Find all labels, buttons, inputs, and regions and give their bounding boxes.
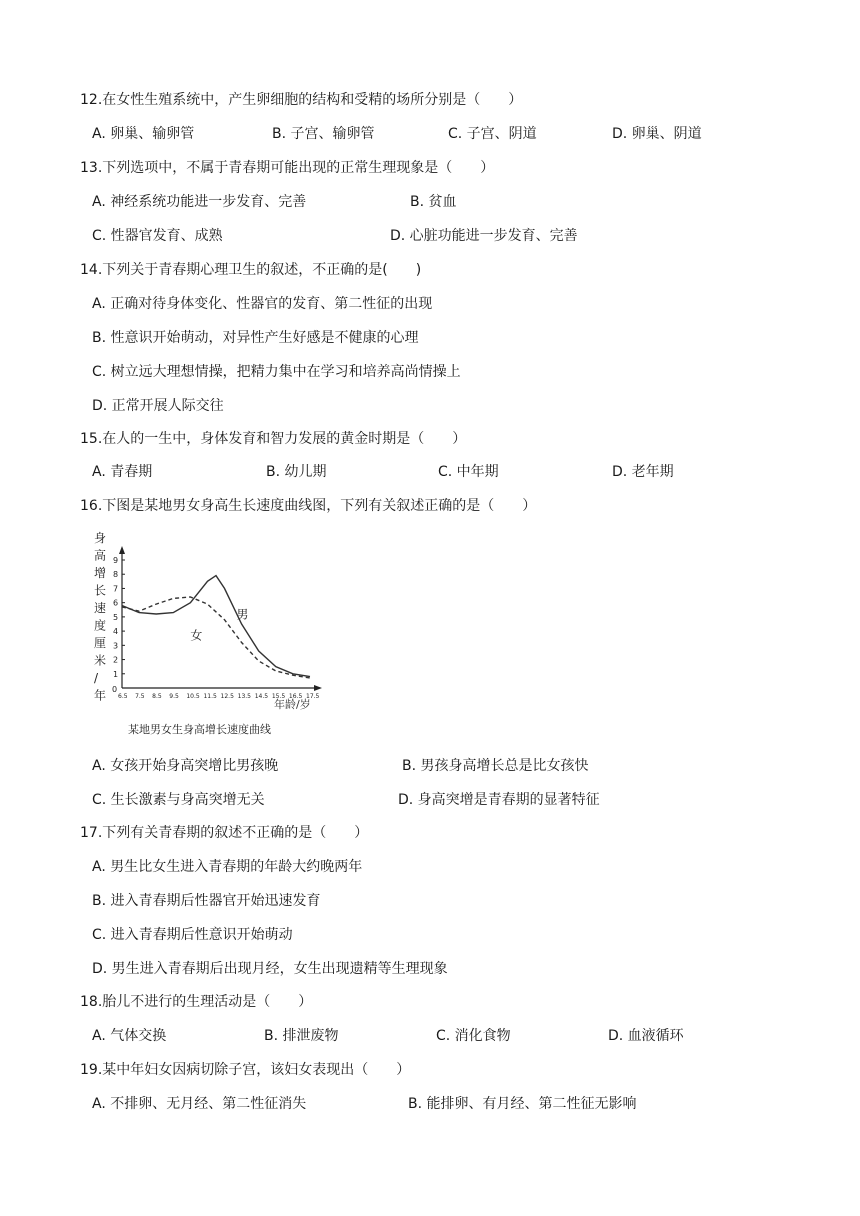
series-label-male: 男 (236, 607, 249, 622)
answer-option[interactable]: A. 卵巢、输卵管 (92, 126, 195, 142)
x-tick-label: 7.5 (135, 693, 145, 700)
x-tick-label: 9.5 (169, 693, 179, 700)
answer-option[interactable]: C. 生长激素与身高突增无关 (92, 792, 265, 808)
question-stem: 14.下列关于青春期心理卫生的叙述，不正确的是( ) (80, 262, 422, 278)
answer-option[interactable]: D. 血液循环 (608, 1028, 684, 1044)
y-axis-label-char: 厘 (94, 636, 107, 650)
x-tick-label: 12.5 (220, 693, 234, 700)
x-axis-arrow (314, 685, 322, 691)
question-stem: 19.某中年妇女因病切除子宫，该妇女表现出（ ） (80, 1062, 411, 1078)
y-axis-label-char: 高 (94, 548, 107, 563)
y-axis-label-char: 长 (94, 583, 107, 598)
series-line-female (122, 597, 310, 678)
x-tick-label: 16.5 (288, 693, 303, 700)
y-axis-label-char: / (94, 671, 99, 685)
y-axis-label-char: 年 (94, 688, 107, 703)
y-tick-label: 3 (113, 641, 119, 651)
answer-option[interactable]: D. 卵巢、阴道 (612, 126, 702, 142)
y-tick-label: 2 (113, 655, 119, 665)
y-axis-label-char: 度 (94, 618, 107, 633)
answer-option[interactable]: D. 身高突增是青春期的显著特征 (398, 792, 600, 808)
answer-option[interactable]: B. 排泄废物 (264, 1028, 339, 1044)
answer-option[interactable]: B. 男孩身高增长总是比女孩快 (402, 758, 589, 774)
y-axis-arrow (119, 546, 125, 554)
series-line-male (122, 576, 310, 677)
question-stem: 16.下图是某地男女身高生长速度曲线图，下列有关叙述正确的是（ ） (80, 498, 537, 514)
answer-option[interactable]: C. 子宫、阴道 (448, 126, 537, 142)
answer-option[interactable]: C. 进入青春期后性意识开始萌动 (92, 927, 293, 943)
y-tick-label: 5 (113, 612, 119, 622)
y-tick-label: 0 (112, 685, 118, 694)
x-tick-label: 8.5 (152, 693, 162, 700)
x-tick-label: 11.5 (203, 693, 217, 700)
answer-option[interactable]: D. 男生进入青春期后出现月经，女生出现遗精等生理现象 (92, 961, 448, 977)
y-axis-label-char: 增 (94, 566, 107, 580)
answer-option[interactable]: B. 子宫、输卵管 (272, 126, 375, 142)
answer-option[interactable]: B. 进入青春期后性器官开始迅速发育 (92, 893, 321, 909)
answer-option[interactable]: C. 树立远大理想情操，把精力集中在学习和培养高尚情操上 (92, 364, 461, 380)
x-tick-label: 13.5 (237, 693, 251, 700)
y-tick-label: 9 (113, 556, 119, 565)
question-stem: 15.在人的一生中，身体发育和智力发展的黄金时期是（ ） (80, 431, 467, 447)
answer-option[interactable]: D. 正常开展人际交往 (92, 398, 224, 414)
answer-option[interactable]: A. 正确对待身体变化、性器官的发育、第二性征的出现 (92, 296, 433, 312)
answer-option[interactable]: D. 老年期 (612, 464, 674, 480)
answer-option[interactable]: B. 性意识开始萌动，对异性产生好感是不健康的心理 (92, 330, 419, 346)
y-tick-label: 7 (113, 584, 119, 594)
question-stem: 18.胎儿不进行的生理活动是（ ） (80, 994, 313, 1010)
y-axis-label-char: 身 (94, 531, 107, 545)
x-tick-label: 6.5 (118, 693, 128, 700)
x-tick-label: 10.5 (186, 693, 200, 700)
answer-option[interactable]: C. 性器官发育、成熟 (92, 228, 223, 244)
answer-option[interactable]: A. 女孩开始身高突增比男孩晚 (92, 758, 279, 774)
answer-option[interactable]: A. 气体交换 (92, 1028, 167, 1044)
y-tick-label: 8 (113, 570, 119, 580)
question-stem: 12.在女性生殖系统中，产生卵细胞的结构和受精的场所分别是（ ） (80, 92, 523, 108)
x-tick-label: 14.5 (254, 693, 269, 700)
y-tick-label: 4 (113, 627, 119, 637)
growth-rate-chart (88, 530, 328, 740)
answer-option[interactable]: B. 幼儿期 (266, 464, 327, 480)
answer-option[interactable]: C. 消化食物 (436, 1028, 511, 1044)
question-stem: 13.下列选项中，不属于青春期可能出现的正常生理现象是（ ） (80, 160, 495, 176)
chart-title: 某地男女生身高增长速度曲线 (128, 723, 271, 736)
y-tick-label: 6 (113, 598, 119, 608)
question-stem: 17.下列有关青春期的叙述不正确的是（ ） (80, 825, 369, 841)
x-tick-label: 15.5 (271, 693, 286, 700)
answer-option[interactable]: A. 男生比女生进入青春期的年龄大约晚两年 (92, 859, 363, 875)
answer-option[interactable]: C. 中年期 (438, 464, 499, 480)
answer-option[interactable]: A. 不排卵、无月经、第二性征消失 (92, 1096, 307, 1112)
y-axis-label-char: 米 (94, 653, 107, 668)
y-tick-label: 1 (113, 669, 119, 679)
answer-option[interactable]: A. 青春期 (92, 464, 153, 480)
y-axis-label (94, 531, 106, 703)
x-tick-label: 17.5 (306, 693, 320, 700)
answer-option[interactable]: B. 能排卵、有月经、第二性征无影响 (408, 1096, 637, 1112)
answer-option[interactable]: D. 心脏功能进一步发育、完善 (390, 228, 578, 244)
y-axis-label-char: 速 (94, 601, 107, 615)
x-axis-label: 年龄/岁 (274, 698, 311, 711)
series-label-female: 女 (190, 628, 203, 643)
answer-option[interactable]: A. 神经系统功能进一步发育、完善 (92, 194, 307, 210)
answer-option[interactable]: B. 贫血 (410, 194, 457, 210)
